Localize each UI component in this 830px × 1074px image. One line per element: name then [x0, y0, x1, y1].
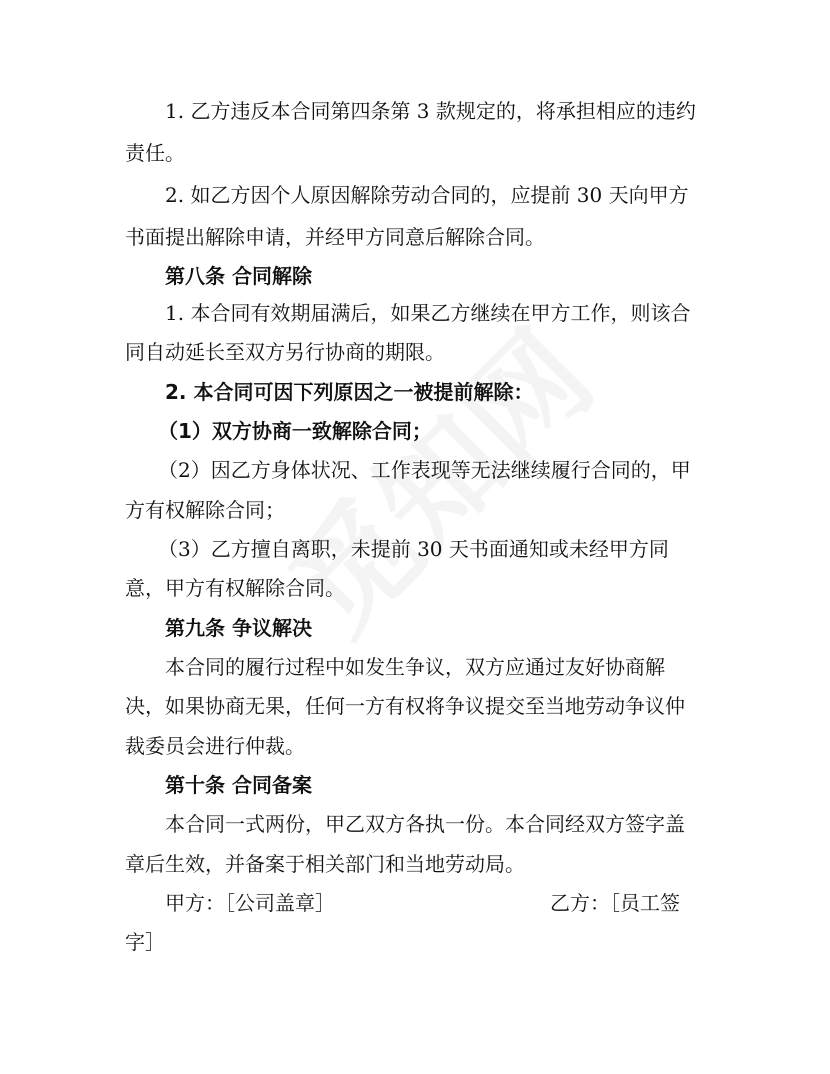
party-b-signature: 乙方：［员工签 — [550, 891, 680, 915]
section-heading: 第十条 合同备案 — [165, 773, 312, 797]
party-b-signature-continued: 字］ — [125, 930, 165, 954]
clause-line: 2. 本合同可因下列原因之一被提前解除： — [165, 380, 534, 404]
clause-line: 本合同的履行过程中如发生争议，双方应通过友好协商解 — [165, 655, 665, 679]
clause-line: 裁委员会进行仲裁。 — [125, 734, 305, 758]
clause-line: 决，如果协商无果，任何一方有权将争议提交至当地劳动争议仲 — [125, 694, 685, 718]
section-heading: 第九条 争议解决 — [165, 616, 312, 640]
clause-line: 本合同一式两份，甲乙双方各执一份。本合同经双方签字盖 — [165, 812, 685, 836]
clause-line: 同自动延长至双方另行协商的期限。 — [125, 340, 445, 364]
clause-line: 1. 本合同有效期届满后，如果乙方继续在甲方工作，则该合 — [165, 301, 691, 325]
clause-line: 书面提出解除申请，并经甲方同意后解除合同。 — [125, 225, 545, 249]
clause-line: 2. 如乙方因个人原因解除劳动合同的，应提前 30 天向甲方 — [165, 183, 689, 207]
clause-line: （2）因乙方身体状况、工作表现等无法继续履行合同的，甲 — [158, 458, 691, 482]
clause-line: （1）双方协商一致解除合同； — [158, 419, 432, 443]
party-a-signature: 甲方：［公司盖章］ — [165, 891, 335, 915]
clause-line: 方有权解除合同； — [125, 498, 285, 522]
clause-line: 章后生效，并备案于相关部门和当地劳动局。 — [125, 852, 525, 876]
clause-line: 责任。 — [125, 141, 185, 165]
clause-line: 意，甲方有权解除合同。 — [125, 576, 345, 600]
clause-line: 1. 乙方违反本合同第四条第 3 款规定的，将承担相应的违约 — [165, 99, 696, 123]
section-heading: 第八条 合同解除 — [165, 264, 312, 288]
clause-line: （3）乙方擅自离职，未提前 30 天书面通知或未经甲方同 — [158, 537, 669, 561]
